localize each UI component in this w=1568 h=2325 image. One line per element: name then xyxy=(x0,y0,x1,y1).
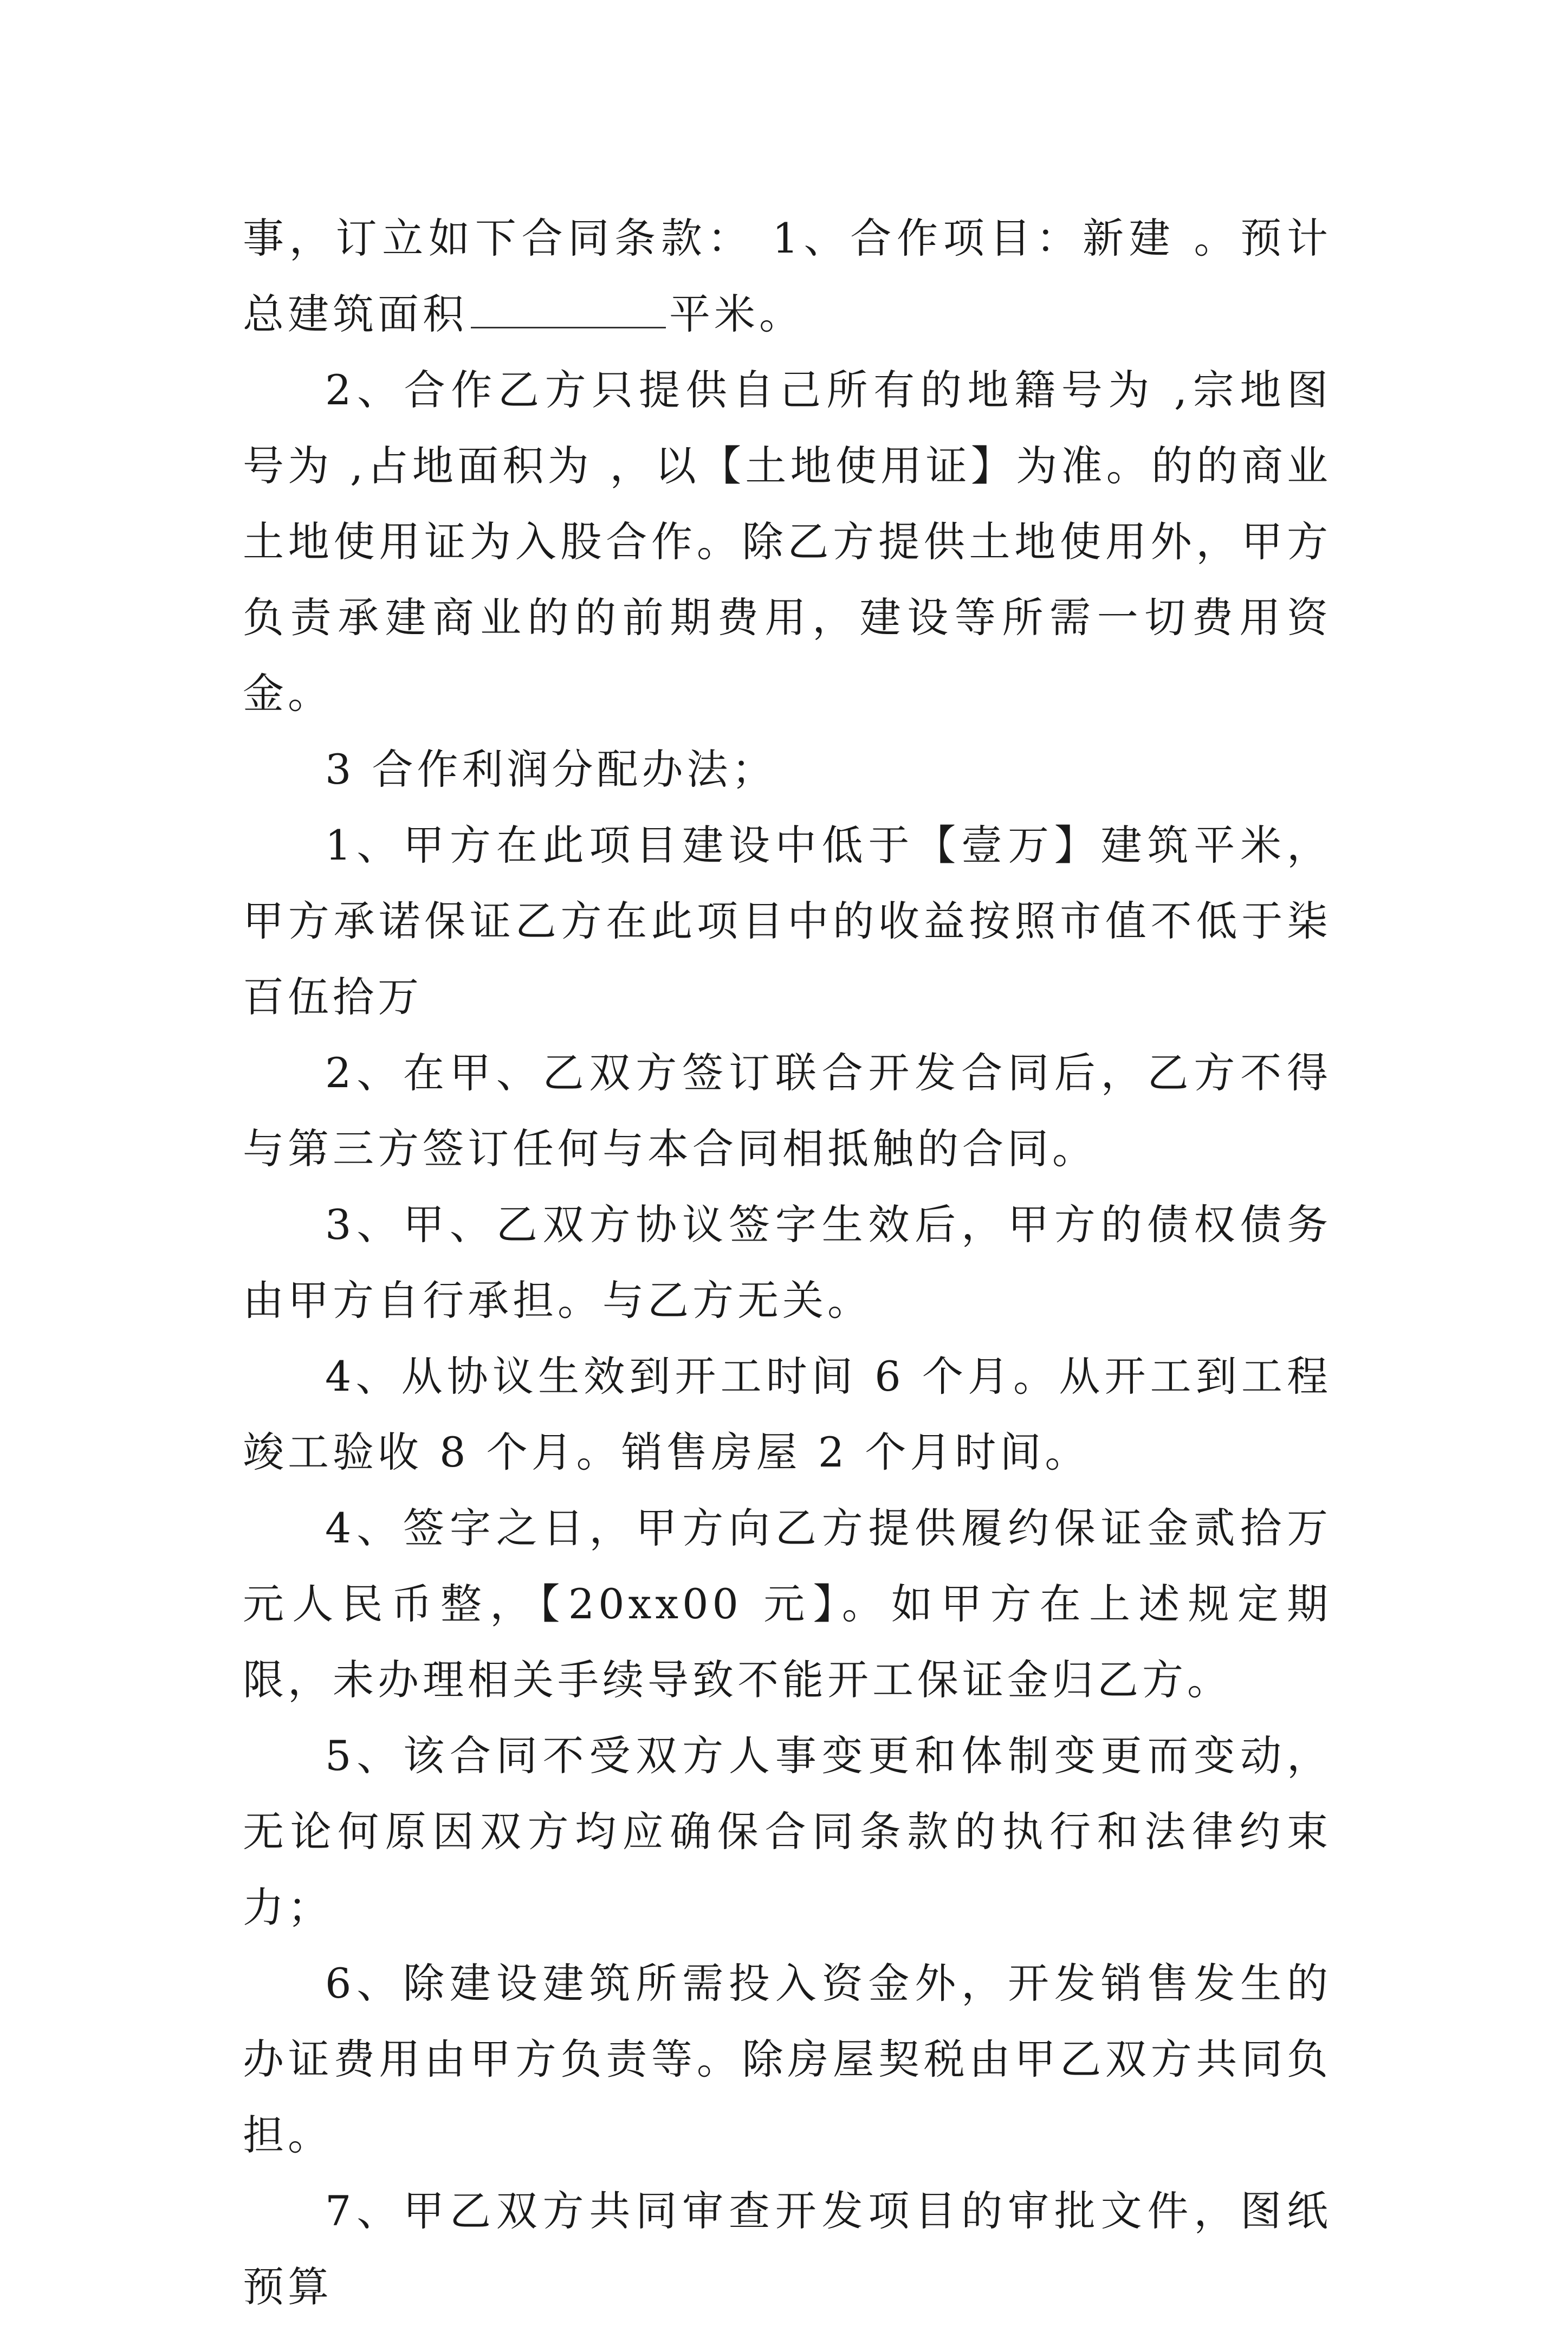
contract-body xyxy=(243,201,1332,2325)
paragraph-clause-7: 7、甲乙双方共同审查开发项目的审批文件，图纸预算 xyxy=(243,2187,1332,2311)
paragraph-clause-6: 6、除建设建筑所需投入资金外，开发销售发生的办证费用由甲方负责等。除房屋契税由甲乙双方共同负担。 xyxy=(243,1959,1332,2159)
paragraph-clause-1: 1、甲方在此项目建设中低于【壹万】建筑平米，甲方承诺保证乙方在此项目中的收益按照市值不低于柒百伍拾万 xyxy=(243,821,1332,1021)
paragraph-intro xyxy=(243,201,1332,352)
area-blank-line xyxy=(471,289,666,328)
intro-text: 事，订立如下合同条款： 1、合作项目：新建 。预计总建筑面积 xyxy=(243,214,1332,338)
paragraph-clause-3: 3、甲、乙双方协议签字生效后，甲方的债权债务由甲方自行承担。与乙方无关。 xyxy=(243,1200,1332,1325)
paragraph-clause-2: 2、在甲、乙双方签订联合开发合同后，乙方不得与第三方签订任何与本合同相抵触的合同。 xyxy=(243,1049,1332,1173)
paragraph-land-contribution: 2、合作乙方只提供自己所有的地籍号为 ,宗地图号为 ,占地面积为 ，以【土地使用证】为准。的的商业土地使用证为入股合作。除乙方提供土地使用外，甲方负责承建商业的的前期费用，建设等所需一切费用资金。 xyxy=(243,366,1332,718)
intro-text-end: 平米。 xyxy=(669,290,804,338)
paragraph-profit-heading: 3 合作利润分配办法； xyxy=(325,745,777,793)
paragraph-clause-4-deposit: 4、签字之日，甲方向乙方提供履约保证金贰拾万元人民币整，【20xx00 元】。如甲方在上述规定期限，未办理相关手续导致不能开工保证金归乙方。 xyxy=(243,1504,1332,1704)
paragraph-clause-5: 5、该合同不受双方人事变更和体制变更而变动，无论何原因双方均应确保合同条款的执行和法律约束力； xyxy=(243,1732,1332,1932)
paragraph-clause-4-schedule: 4、从协议生效到开工时间 6 个月。从开工到工程竣工验收 8 个月。销售房屋 2 个月时间。 xyxy=(243,1352,1332,1476)
